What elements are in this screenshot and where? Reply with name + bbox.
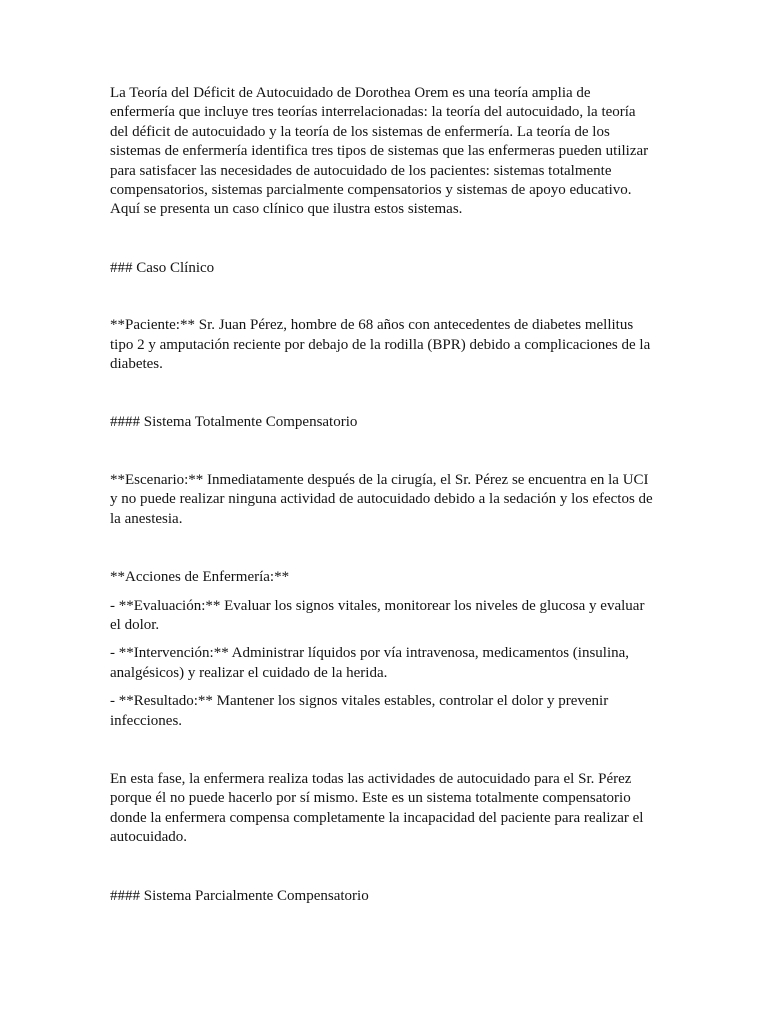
section-heading-partial: #### Sistema Parcialmente Compensatorio: [110, 887, 369, 904]
action-item-evaluacion: - **Evaluación:** Evaluar los signos vitales, monitorear los niveles de glucosa y evaluar el dolor.: [110, 597, 645, 633]
intro-paragraph: La Teoría del Déficit de Autocuidado de Dorothea Orem es una teoría amplia de enfermería que incluye tres teorías interrelacionadas: la teoría del autocuidado, la teoría del déficit de autocuidado y la teoría de los sistemas de enfermería. La teoría de los sistemas de enfermería identifica tres tipos de sistemas que las enfermeras pueden utilizar para satisfacer las necesidades de autocuidado de los pacientes: sistemas totalmente compensatorios, sistemas parcialmente compensatorios y sistemas de apoyo educativo. Aquí se presenta un caso clínico que ilustra estos sistemas.: [110, 85, 649, 218]
patient-paragraph: **Paciente:** Sr. Juan Pérez, hombre de 68 años con antecedentes de diabetes mellitus tipo 2 y amputación reciente por debajo de la rodilla (BPR) debido a complicaciones de la diabetes.: [110, 317, 651, 373]
scenario-paragraph: **Escenario:** Inmediatamente después de la cirugía, el Sr. Pérez se encuentra en la UCI y no puede realizar ninguna actividad de autocuidado debido a la sedación y los efectos de la anestesia.: [110, 471, 653, 527]
action-item-resultado: - **Resultado:** Mantener los signos vitales estables, controlar el dolor y prevenir infecciones.: [110, 693, 609, 729]
case-heading: ### Caso Clínico: [110, 259, 215, 276]
document-page: [110, 84, 656, 906]
phase-summary-paragraph: En esta fase, la enfermera realiza todas las actividades de autocuidado para el Sr. Pérez porque él no puede hacerlo por sí mismo. Este es un sistema totalmente compensatorio donde la enfermera compensa completamente la incapacidad del paciente para realizar el autocuidado.: [110, 770, 644, 846]
action-item-intervencion: - **Intervención:** Administrar líquidos por vía intravenosa, medicamentos (insulina, analgésicos) y realizar el cuidado de la herida.: [110, 645, 630, 681]
actions-title: **Acciones de Enfermería:**: [110, 569, 290, 586]
section-heading-total: #### Sistema Totalmente Compensatorio: [110, 414, 358, 431]
